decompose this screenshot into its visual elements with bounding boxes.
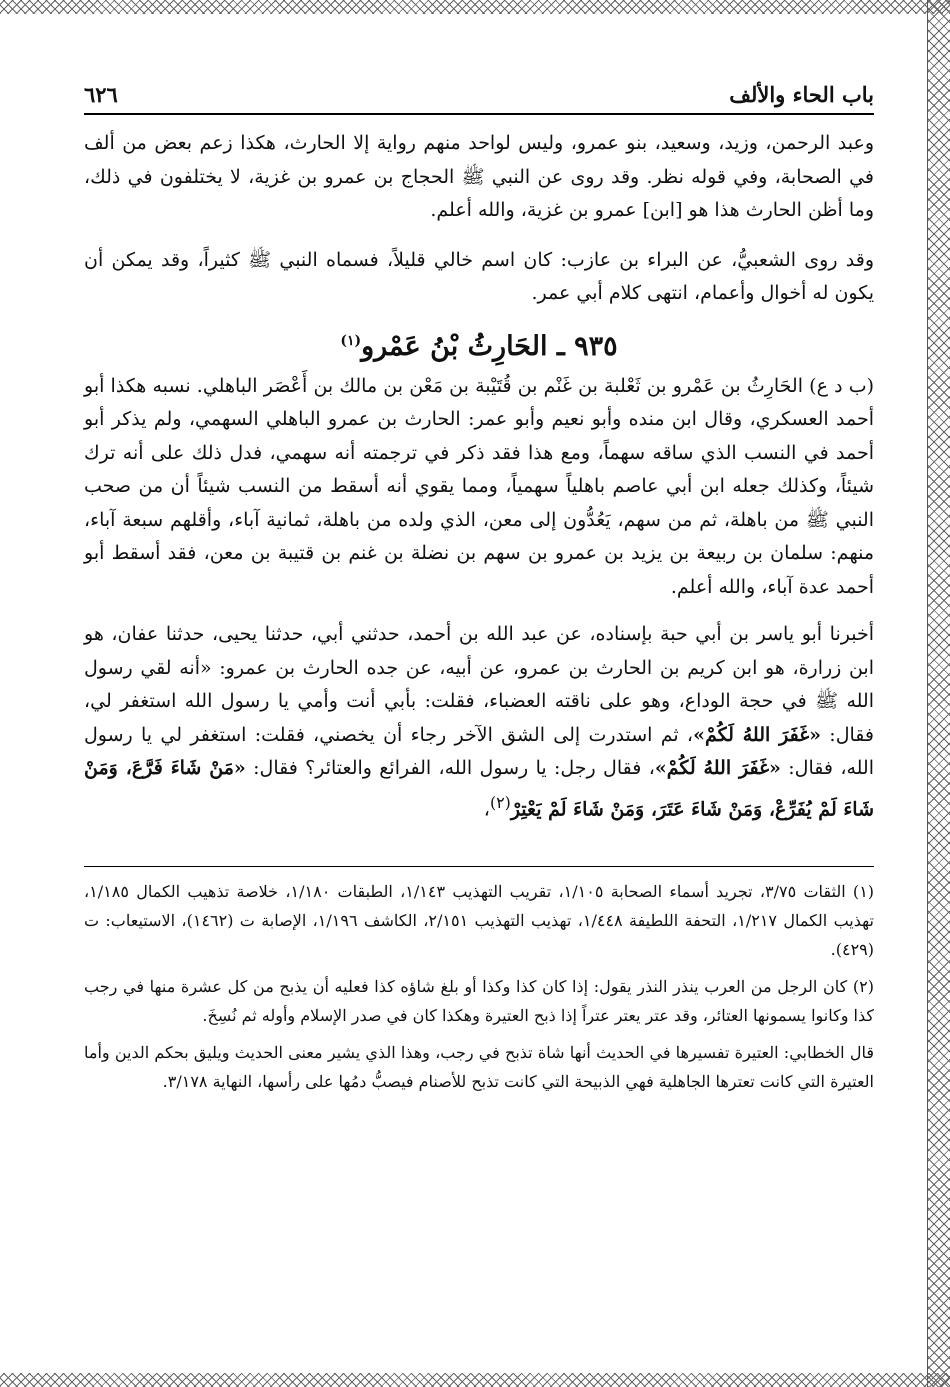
entry-heading-text: ٩٣٥ ـ الحَارِثُ بْنُ عَمْرو (361, 330, 618, 362)
ornamental-border-top (0, 0, 950, 14)
hadith-text-2: ، ثم استدرت إلى الشق الآخر رجاء أن يخصني، فقلت: استغفر لي يا رسول الله، فقال: (84, 723, 874, 779)
hadith-quote-1: «غَفَرَ اللهُ لَكُمْ» (693, 723, 822, 746)
paragraph-4 (84, 618, 874, 826)
ornamental-border-bottom (0, 1373, 950, 1387)
hadith-quote-2: «غَفَرَ اللهُ لَكُمْ» (654, 757, 781, 779)
running-head (84, 82, 874, 115)
page-body (84, 60, 874, 1096)
ornamental-border-right (927, 0, 950, 1387)
entry-footnote-mark: (١) (340, 332, 362, 349)
isnad-text: أخبرنا أبو ياسر بن أبي حبة بإسناده، عن عبد الله بن أحمد، حدثني أبي، حدثنا يحيى، حدثنا عفان، هو ابن زرارة، هو ابن كريم بن الحارث بن عمرو، عن أبيه، عن جده الحارث بن عمرو: (84, 623, 874, 679)
footnote-1: (١) الثقات ٣/٧٥، تجريد أسماء الصحابة ١/١٠٥، تقريب التهذيب ١/١٤٣، الطبقات ١/١٨٠، خلاصة تذهيب الكمال ١/١٨٥، تهذيب الكمال ١/٢١٧، التحفة اللطيفة ١/٤٤٨، تهذيب التهذيب ٢/١٥١، الكاشف ١/١٩٦، الإصابة ت (١٤٦٢)، الاستيعاب: ت (٤٢٩). (84, 882, 875, 960)
paragraph-1: وعبد الرحمن، وزيد، وسعيد، بنو عمرو، وليس لواحد منهم رواية إلا الحارث، هكذا زعم بعض من ألف في الصحابة، وفي قوله نظر. وقد روى عن النبي ﷺ الحجاج بن عمرو بن غزية، لا يختلفون في ذلك، وما أظن الحارث هذا هو [ابن] عمرو بن غزية، والله أعلم. (84, 132, 874, 221)
hadith-text-3: ، فقال رجل: يا رسول الله، الفرائع والعتائر؟ فقال: (245, 757, 655, 779)
page-number: ٦٢٦ (84, 82, 118, 107)
footnotes (84, 866, 874, 1096)
paragraph-3: (ب د ع) الحَارِثُ بن عَمْرو بن ثَعْلبة بن غَنْم بن قُتَيْبة بن مَعْن بن مالك بن أَعْصَر الباهلي. نسبه هكذا أبو أحمد العسكري، وقال ابن منده وأبو نعيم وأبو عمر: الحارث بن عمرو الباهلي السهمي، ولم يذكر أبو أحمد في النسب الذي ساقه سهماً، ومع هذا فقد ذكر في ترجمته أنه سهمي، فدل ذلك على أنه ترك شيئاً، وكذلك جعله ابن أبي عاصم باهلياً سهمياً، ومما يقوي أنه أسقط من النسب شيئاً أن من صحب النبي ﷺ من باهلة، ثم من سهم، يَعُدُّون إلى معن، الذي ولده من باهلة، ثمانية آباء، وأقلهم سبعة آباء، منهم: سلمان بن ربيعة بن يزيد بن عمرو بن سهم بن نضلة بن غنم بن قتيبة بن معن، فقد أسقط أبو أحمد عدة آباء، والله أعلم. (84, 374, 874, 598)
paragraph-2: وقد روى الشعبيُّ، عن البراء بن عازب: كان اسم خالي قليلاً، فسماه النبي ﷺ كثيراً، وقد يمكن أن يكون له أخوال وأعمام، انتهى كلام أبي عمر. (84, 248, 874, 304)
paragraph-4-end: ، (483, 797, 490, 820)
entry-heading (84, 331, 874, 362)
hadith-text-1: «أنه لقي رسول الله ﷺ في حجة الوداع، وهو على ناقته العضباء، فقلت: بأبي أنت وأمي يا رسول الله استغفر لي، فقال: (84, 656, 875, 746)
footnote-2: (٢) كان الرجل من العرب ينذر النذر يقول: إذا كان كذا وكذا أو بلغ شاؤه كذا فعليه أن يذبح من كل عشرة منها في رجب كذا وكانوا يسمونها العتائر، وقد عتر يعتر عتراً إذا ذبح العتيرة وهكذا كان في صدر الإسلام وأوله ثم نُسِخَ. (84, 977, 874, 1026)
hadith-quote-3: «مَنْ شَاءَ فَرَّعَ، وَمَنْ شَاءَ لَمْ يُفَرِّعْ، وَمَنْ شَاءَ عَتَرَ، وَمَنْ شَاءَ لَمْ يَعْتِرْ (84, 757, 874, 820)
footnote-mark-2: (٢) (489, 792, 511, 812)
footnote-2-continuation: قال الخطابي: العتيرة تفسيرها في الحديث أنها شاة تذبح في رجب، وهذا الذي يشير معنى الحديث ويليق بحكم الدين وأما العتيرة التي كانت تعترها الجاهلية فهي الذبيحة التي كانت تذبح للأصنام فيصبُّ دمُها على رأسها، النهاية ٣/١٧٨. (84, 1043, 874, 1092)
chapter-title: باب الحاء والألف (729, 82, 874, 107)
